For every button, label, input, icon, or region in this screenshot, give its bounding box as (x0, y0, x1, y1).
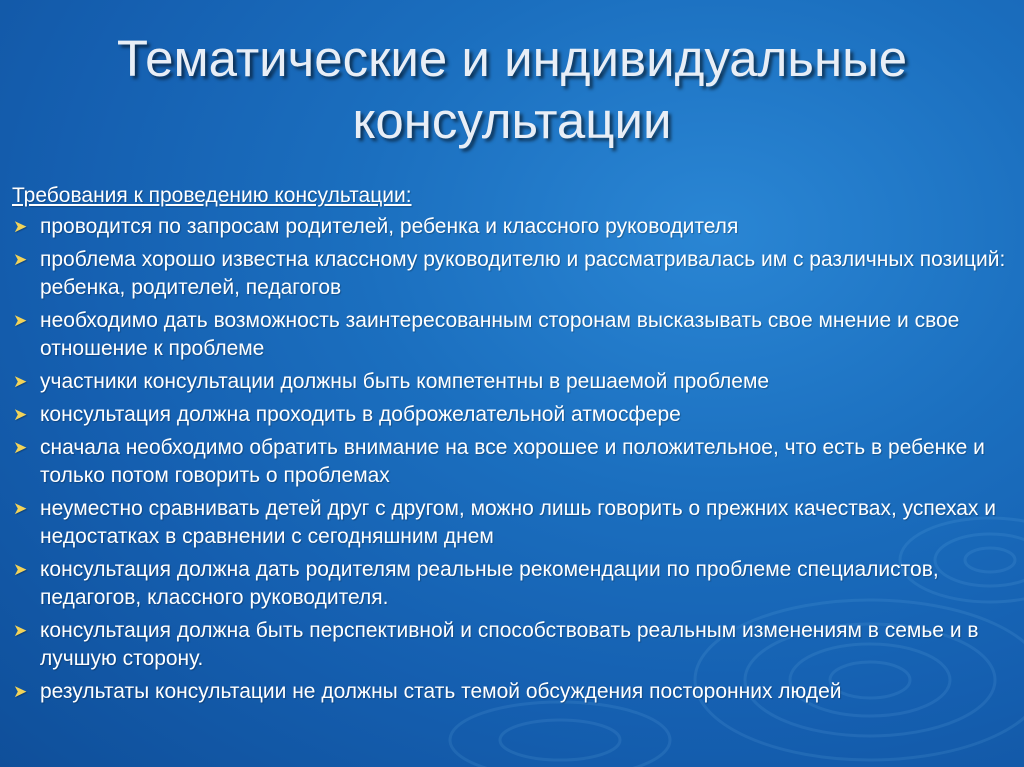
list-item-text: результаты консультации не должны стать темой обсуждения посторонних людей (40, 680, 842, 703)
chevron-right-icon: ➤ (13, 311, 28, 330)
list-item (12, 401, 1012, 429)
chevron-right-icon: ➤ (13, 621, 28, 640)
chevron-right-icon: ➤ (13, 682, 28, 701)
list-item (12, 678, 1012, 706)
list-item (12, 368, 1012, 396)
list-item (12, 213, 1012, 241)
list-item-text: сначала необходимо обратить внимание на все хорошее и положительное, что есть в ребенке и только потом говорить о проблемах (40, 436, 985, 487)
list-item-text: проблема хорошо известна классному руководителю и рассматривалась им с различных позиций: ребенка, родителей, педагогов (40, 248, 1006, 299)
title-line-2: консультации (352, 92, 672, 149)
chevron-right-icon: ➤ (13, 560, 28, 579)
chevron-right-icon: ➤ (13, 372, 28, 391)
list-item-text: необходимо дать возможность заинтересованным сторонам высказывать свое мнение и свое отношение к проблеме (40, 309, 960, 360)
list-item-text: неуместно сравнивать детей друг с другом, можно лишь говорить о прежних качествах, успехах и недостатках в сравнении с сегодняшним днем (40, 497, 996, 548)
slide-body (12, 182, 1012, 711)
requirements-heading: Требования к проведению консультации: (12, 184, 412, 207)
list-item-text: консультация должна дать родителям реальные рекомендации по проблеме специалистов, педагогов, классного руководителя. (40, 558, 939, 609)
list-item (12, 556, 1012, 612)
list-item (12, 307, 1012, 363)
list-item-text: участники консультации должны быть компетентны в решаемой проблеме (40, 370, 770, 393)
list-item-text: проводится по запросам родителей, ребенка и классного руководителя (40, 215, 739, 238)
slide-title (40, 28, 984, 152)
chevron-right-icon: ➤ (13, 250, 28, 269)
list-item-text: консультация должна быть перспективной и способствовать реальным изменениям в семье и в лучшую сторону. (40, 619, 979, 670)
list-item-text: консультация должна проходить в доброжелательной атмосфере (40, 403, 681, 426)
list-item (12, 434, 1012, 490)
title-line-1: Тематические и индивидуальные (116, 30, 908, 87)
list-item (12, 246, 1012, 302)
chevron-right-icon: ➤ (13, 217, 28, 236)
chevron-right-icon: ➤ (13, 405, 28, 424)
chevron-right-icon: ➤ (13, 438, 28, 457)
list-item (12, 617, 1012, 673)
list-item (12, 495, 1012, 551)
chevron-right-icon: ➤ (13, 499, 28, 518)
requirements-list (12, 213, 1012, 706)
